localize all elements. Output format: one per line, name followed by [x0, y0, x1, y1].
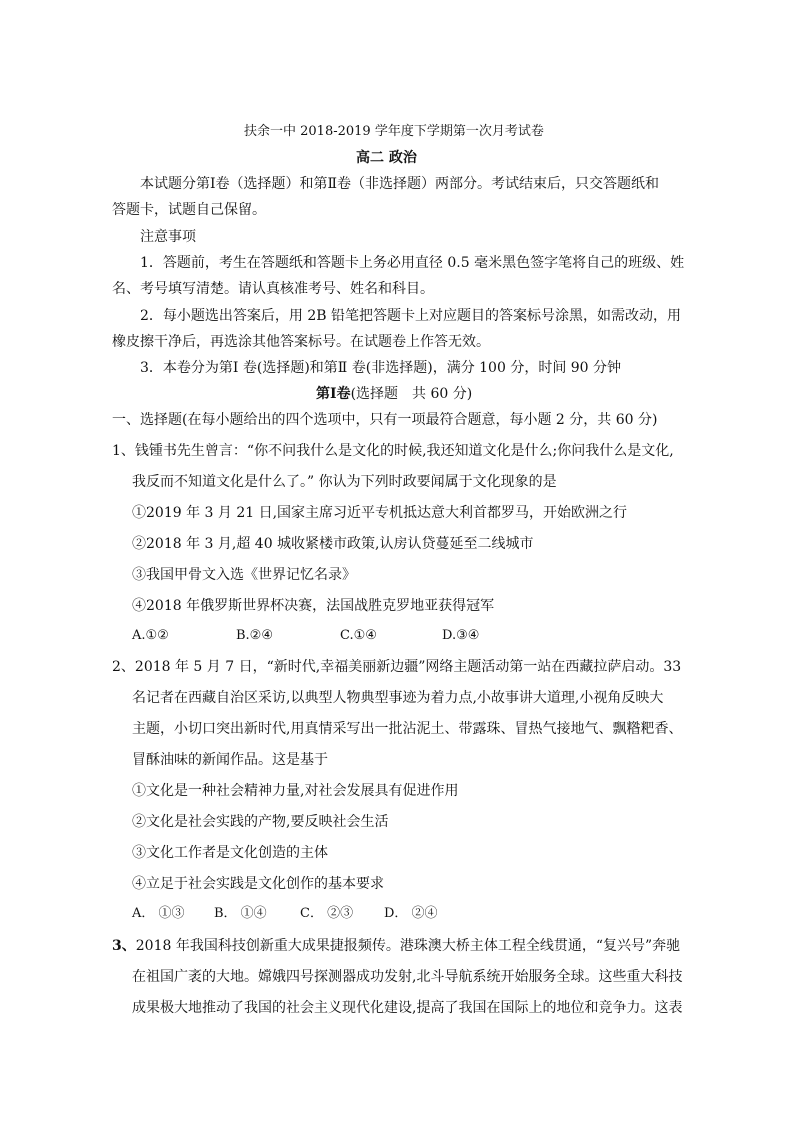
q2-stem-line-1: 2、2018 年 5 月 7 日，“新时代,幸福美丽新边疆”网络主题活动第一站在西藏拉萨启动。33 [112, 659, 682, 675]
q2-option-a: A． ①③ [132, 906, 185, 921]
q2-stem-line-4: 冒酥油味的新闻作品。这是基于 [132, 752, 328, 768]
q2-stem-line-3: 主题，小切口突出新时代,用真情采写出一批沾泥土、带露珠、冒热气接地气、飘糌粑香、 [132, 721, 683, 737]
q3-stem-line-1 [112, 936, 680, 956]
section-instructions: 一、选择题(在每小题给出的四个选项中，只有一项最符合题意，每小题 2 分，共 60 分) [112, 412, 658, 428]
q2-option-b: B． ①④ [214, 906, 267, 921]
q2-statement-2: ②文化是社会实践的产物,要反映社会生活 [132, 814, 389, 830]
part-1-title [316, 384, 472, 404]
q1-option-c: C.①④ [340, 628, 377, 643]
q1-option-d: D.③④ [442, 628, 480, 643]
exam-subject: 高二 政治 [356, 150, 417, 166]
q3-stem-line-3: 成果极大地推动了我国的社会主义现代化建设,提高了我国在国际上的地位和竞争力。这表 [132, 1000, 683, 1016]
q3-stem-line-2: 在祖国广袤的大地。嫦娥四号探测器成功发射,北斗导航系统开始服务全球。这些重大科技 [132, 969, 683, 985]
part-1-title-rest: (选择题 共 60 分) [350, 386, 473, 402]
note-1-line-2: 名、考号填写清楚。请认真核准考号、姓名和科目。 [112, 281, 434, 297]
q2-stem-line-2: 名记者在西藏自治区采访,以典型人物典型事迹为着力点,小故事讲大道理,小视角反映大 [132, 690, 664, 706]
q2-option-c: C． ②③ [300, 906, 354, 921]
note-2-line-1: 2．每小题选出答案后，用 2B 铅笔把答题卡上对应题目的答案标号涂黑，如需改动，用 [140, 308, 682, 324]
q2-statement-3: ③文化工作者是文化创造的主体 [132, 845, 328, 861]
q1-statement-4: ④2018 年俄罗斯世界杯决赛，法国战胜克罗地亚获得冠军 [132, 598, 495, 614]
q1-stem-line-1: 1、钱锺书先生曾言：“你不问我什么是文化的时候,我还知道文化是什么;你问我什么是文化, [112, 443, 674, 459]
q3-number: 3、 [112, 938, 136, 954]
note-3: 3．本卷分为第Ⅰ 卷(选择题)和第Ⅱ 卷(非选择题)，满分 100 分，时间 90 分钟 [140, 360, 622, 376]
q2-statement-4: ④立足于社会实践是文化创作的基本要求 [132, 876, 384, 892]
q3-stem-line-1-text: 2018 年我国科技创新重大成果捷报频传。港珠澳大桥主体工程全线贯通，“复兴号”奔驰 [135, 938, 681, 954]
note-2-line-2: 橡皮擦干净后，再选涂其他答案标号。在试题卷上作答无效。 [112, 334, 490, 350]
q2-option-d: D． ②④ [384, 906, 438, 921]
intro-line-2: 答题卡，试题自己保留。 [112, 202, 266, 218]
intro-line-1: 本试题分第Ⅰ卷（选择题）和第Ⅱ卷（非选择题）两部分。考试结束后，只交答题纸和 [140, 176, 660, 192]
note-1-line-1: 1．答题前，考生在答题纸和答题卡上务必用直径 0.5 毫米黑色签字笔将自己的班级、姓 [140, 255, 685, 271]
q1-statement-1: ①2019 年 3 月 21 日,国家主席习近平专机抵达意大利首都罗马，开始欧洲之行 [132, 505, 628, 521]
q1-statement-3: ③我国甲骨文入选《世界记忆名录》 [132, 567, 356, 583]
q1-stem-line-2: 我反而不知道文化是什么了。” 你认为下列时政要闻属于文化现象的是 [132, 474, 557, 490]
part-1-title-bold: 第Ⅰ卷 [316, 386, 351, 402]
exam-title: 扶余一中 2018-2019 学年度下学期第一次月考试卷 [244, 124, 544, 139]
q1-statement-2: ②2018 年 3 月,超 40 城收紧楼市政策,认房认贷蔓延至二线城市 [132, 536, 534, 552]
q1-option-b: B.②④ [236, 628, 273, 643]
notes-heading: 注意事项 [140, 229, 196, 245]
q2-statement-1: ①文化是一种社会精神力量,对社会发展具有促进作用 [132, 783, 459, 799]
q1-option-a: A.①② [132, 628, 169, 643]
